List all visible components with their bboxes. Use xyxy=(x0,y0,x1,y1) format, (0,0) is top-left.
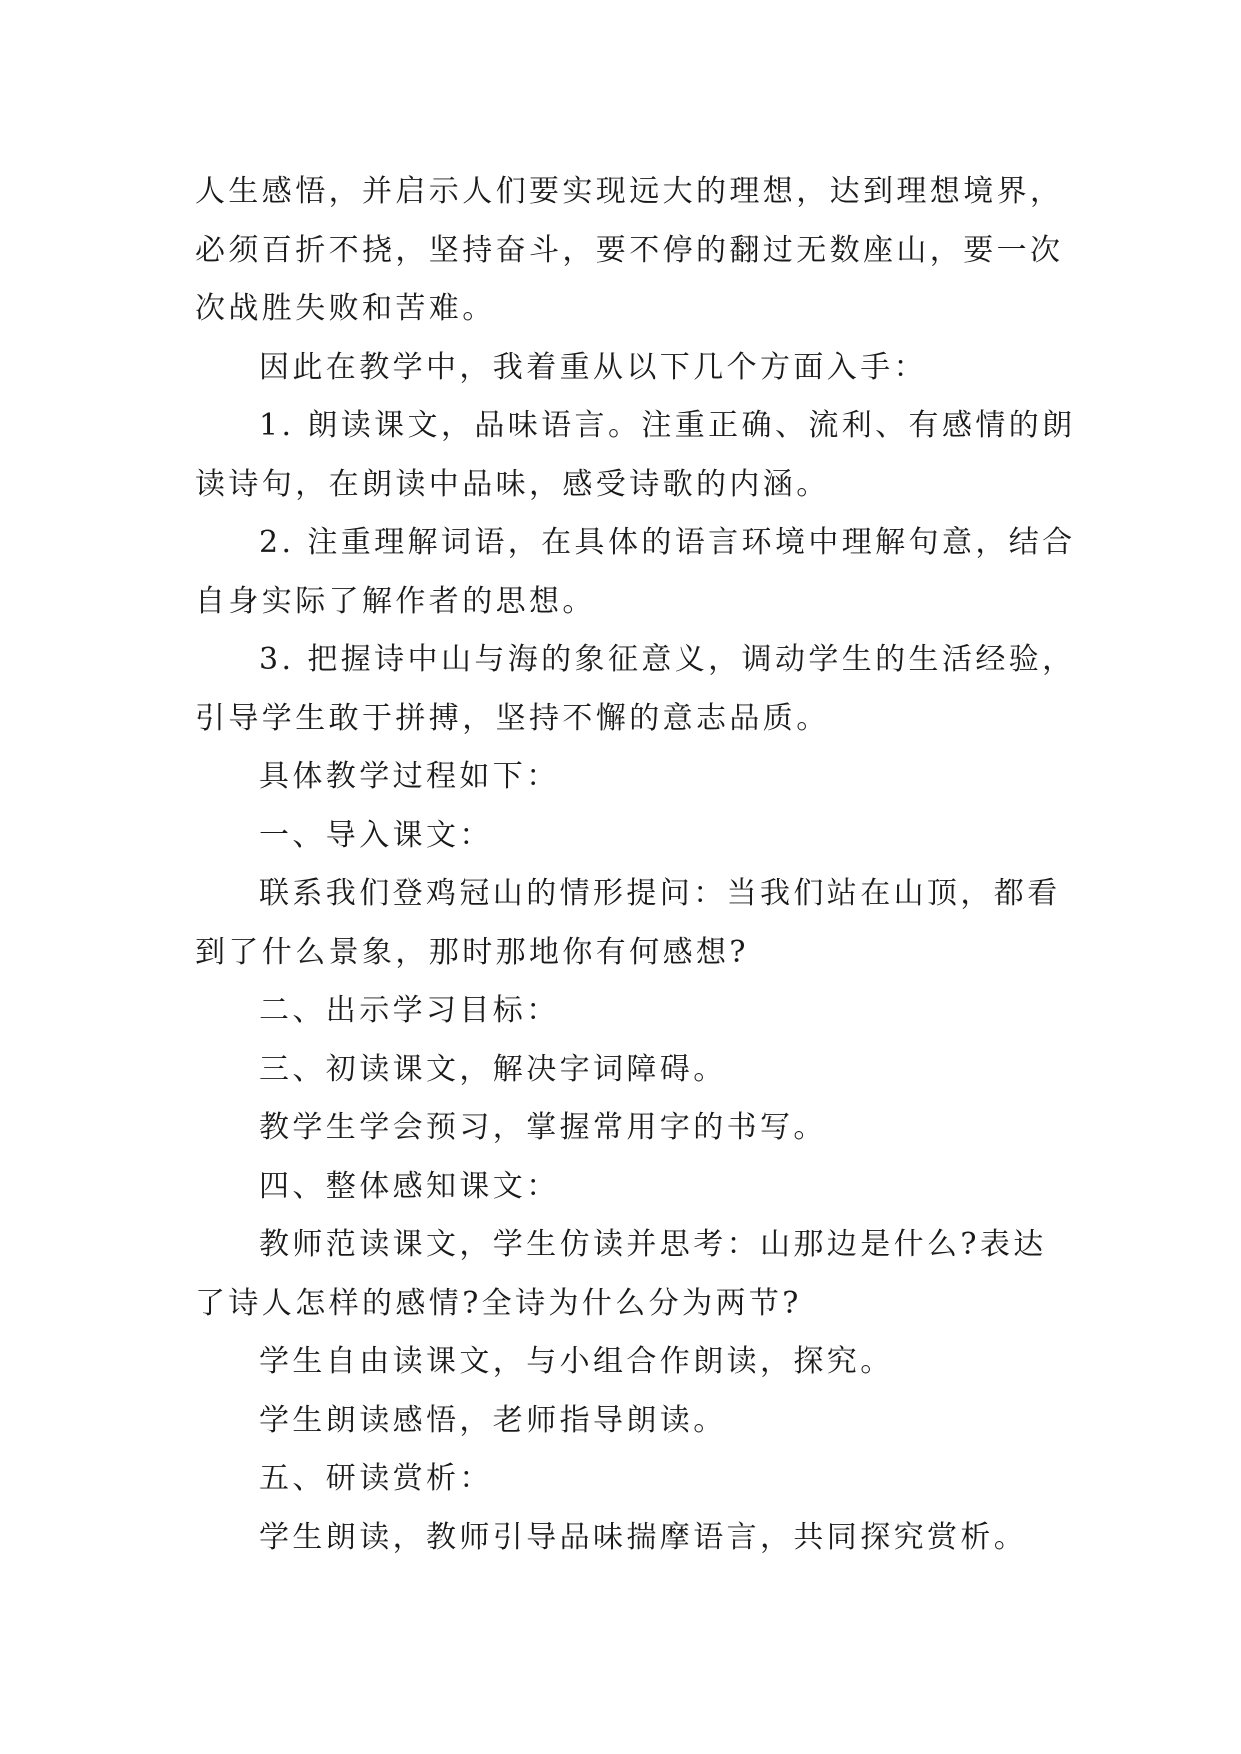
text-line: 到了什么景象，那时那地你有何感想? xyxy=(195,934,749,970)
text-line: 学生朗读感悟，老师指导朗读。 xyxy=(259,1402,727,1438)
text-line: 1. 朗读课文，品味语言。注重正确、流利、有感情的朗 xyxy=(259,408,1076,443)
text-line: 因此在教学中，我着重从以下几个方面入手： xyxy=(259,349,927,385)
text-line: 3. 把握诗中山与海的象征意义，调动学生的生活经验， xyxy=(259,642,1076,677)
text-line: 联系我们登鸡冠山的情形提问：当我们站在山顶，都看 xyxy=(259,876,1061,911)
text-line: 一、导入课文： xyxy=(259,817,493,853)
text-line: 二、出示学习目标： xyxy=(259,993,560,1028)
text-line: 引导学生敢于拼搏，坚持不懈的意志品质。 xyxy=(195,700,830,736)
text-line: 三、初读课文，解决字词障碍。 xyxy=(259,1051,727,1087)
text-line: 五、研读赏析： xyxy=(259,1461,493,1496)
text-line: 次战胜失败和苦难。 xyxy=(195,291,496,326)
text-line: 自身实际了解作者的思想。 xyxy=(195,583,596,619)
text-line: 学生自由读课文，与小组合作朗读，探究。 xyxy=(259,1344,894,1379)
text-line: 人生感悟，并启示人们要实现远大的理想，达到理想境界， xyxy=(195,174,1064,209)
text-line: 四、整体感知课文： xyxy=(259,1168,560,1204)
text-line: 教学生学会预习，掌握常用字的书写。 xyxy=(259,1110,827,1145)
text-line: 了诗人怎样的感情?全诗为什么分为两节? xyxy=(195,1285,802,1321)
text-line: 必须百折不挠，坚持奋斗，要不停的翻过无数座山，要一次 xyxy=(195,232,1064,268)
text-line: 2. 注重理解词语，在具体的语言环境中理解句意，结合 xyxy=(259,525,1076,560)
text-line: 读诗句，在朗读中品味，感受诗歌的内涵。 xyxy=(195,466,830,502)
document-body xyxy=(195,163,1075,1567)
text-line: 学生朗读，教师引导品味揣摩语言，共同探究赏析。 xyxy=(259,1519,1028,1555)
text-line: 教师范读课文，学生仿读并思考：山那边是什么?表达 xyxy=(259,1227,1047,1262)
text-line: 具体教学过程如下： xyxy=(259,759,560,794)
